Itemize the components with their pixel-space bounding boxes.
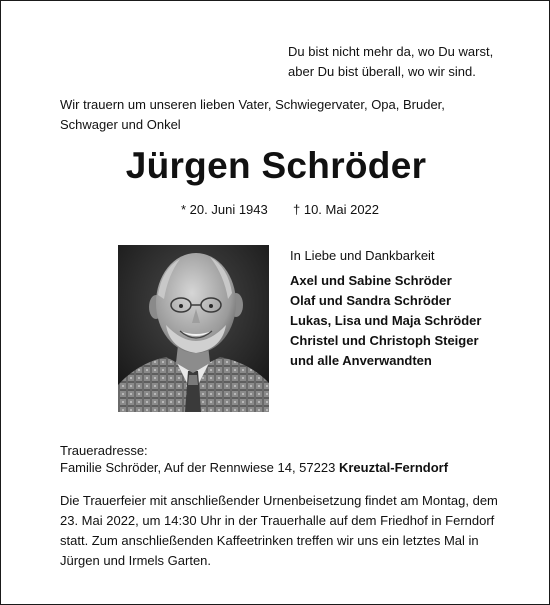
intro-line-2: Schwager und Onkel	[60, 117, 181, 132]
mourner-name: und alle Anverwandten	[290, 353, 432, 368]
portrait-image	[118, 245, 269, 412]
intro-line-1: Wir trauern um unseren lieben Vater, Schwiegervater, Opa, Bruder,	[60, 97, 445, 112]
mourner-name: Lukas, Lisa und Maja Schröder	[290, 313, 482, 328]
portrait-photo	[118, 245, 269, 412]
address-label: Traueradresse:	[60, 443, 148, 458]
service-line-1: Die Trauerfeier mit anschließender Urnenbeisetzung findet am Montag, dem	[60, 493, 498, 508]
birth-date: * 20. Juni 1943	[181, 202, 268, 217]
service-line-3: statt. Zum anschließenden Kaffeetrinken treffen wir uns ein letztes Mal in	[60, 533, 479, 548]
mourners-list	[290, 271, 481, 371]
mourner-name: Axel und Sabine Schröder	[290, 273, 452, 288]
memorial-quote	[288, 42, 528, 82]
quote-line-2: aber Du bist überall, wo wir sind.	[288, 64, 476, 79]
mourner-name: Christel und Christoph Steiger	[290, 333, 479, 348]
address-town: Kreuztal-Ferndorf	[338, 460, 449, 475]
address-street: Familie Schröder, Auf der Rennwiese 14, 57223	[60, 460, 336, 475]
death-date: † 10. Mai 2022	[293, 202, 380, 217]
mourner-name: Olaf und Sandra Schröder	[290, 293, 452, 308]
intro-text	[60, 95, 500, 135]
mourners-heading: In Liebe und Dankbarkeit	[290, 248, 435, 263]
address-line	[60, 458, 448, 478]
service-line-4: Jürgen und Irmels Garten.	[60, 553, 212, 568]
deceased-name: Jürgen Schröder	[125, 145, 427, 186]
service-line-2: 23. Mai 2022, um 14:30 Uhr in der Trauerhalle auf dem Friedhof in Ferndorf	[60, 513, 495, 528]
service-details	[60, 491, 500, 571]
quote-line-1: Du bist nicht mehr da, wo Du warst,	[288, 44, 494, 59]
